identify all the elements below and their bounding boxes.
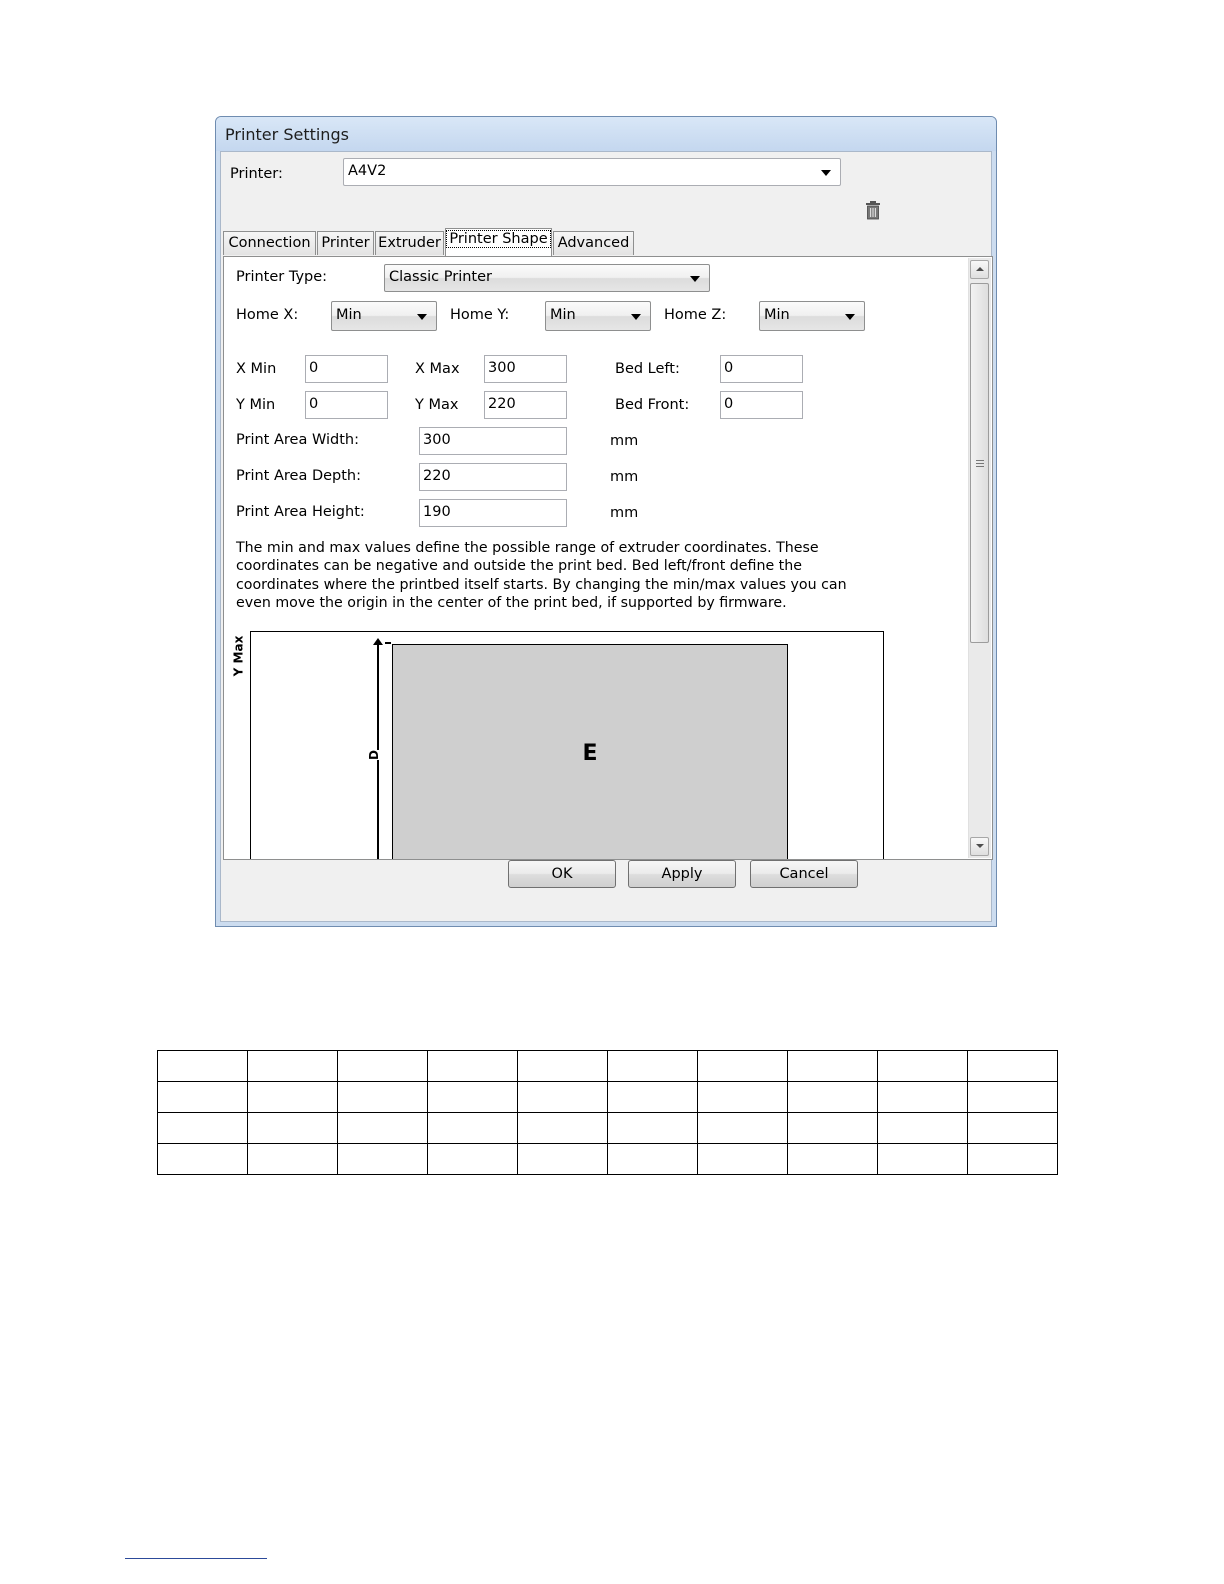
print-area-height-input[interactable] [419,499,567,527]
empty-table [157,1050,1058,1175]
table-cell [878,1113,968,1144]
table-cell [518,1051,608,1082]
table-cell [158,1051,248,1082]
print-area-width-value: 300 [423,432,451,448]
tab-printer-shape[interactable] [445,228,552,256]
home-y-value: Min [550,307,576,323]
print-area-depth-input[interactable] [419,463,567,491]
table-cell [968,1082,1058,1113]
print-area-width-input[interactable] [419,427,567,455]
width-unit-label: mm [610,433,639,449]
y-min-value: 0 [309,396,319,412]
printer-label: Printer: [230,166,283,182]
trash-icon[interactable] [864,200,882,222]
scroll-up-button[interactable] [970,260,989,279]
table-cell [608,1082,698,1113]
print-bed [392,644,788,860]
printer-shape-diagram [250,631,884,860]
tab-printer[interactable]: Printer [317,231,374,255]
y-min-label: Y Min [236,397,276,413]
printer-select-value: A4V2 [348,163,387,179]
table-cell [878,1144,968,1175]
chevron-down-icon [631,314,641,320]
table-cell [698,1144,788,1175]
table-cell [968,1144,1058,1175]
table-cell [428,1051,518,1082]
table-cell [248,1082,338,1113]
print-area-depth-label: Print Area Depth: [236,468,361,484]
arrow-up-icon [373,638,383,645]
table-row [158,1144,1058,1175]
table-cell [788,1082,878,1113]
table-cell [518,1144,608,1175]
home-z-label: Home Z: [664,307,727,323]
printer-type-label: Printer Type: [236,269,328,285]
table-cell [518,1113,608,1144]
table-cell [878,1051,968,1082]
bed-front-value: 0 [724,396,734,412]
tab-advanced[interactable]: Advanced [553,231,634,255]
print-area-height-label: Print Area Height: [236,504,365,520]
home-y-select[interactable] [545,301,651,331]
x-max-input[interactable] [484,355,567,383]
x-min-label: X Min [236,361,277,377]
table-cell [968,1113,1058,1144]
scroll-thumb[interactable] [970,283,989,643]
footnote-separator [125,1558,267,1559]
x-max-value: 300 [488,360,516,376]
table-cell [428,1113,518,1144]
chevron-down-icon [845,314,855,320]
home-y-label: Home Y: [450,307,510,323]
table-cell [698,1051,788,1082]
cancel-button[interactable]: Cancel [750,860,858,888]
grip-line [976,463,984,464]
depth-unit-label: mm [610,469,639,485]
table-cell [338,1144,428,1175]
table-cell [338,1082,428,1113]
home-z-select[interactable] [759,301,865,331]
y-min-input[interactable] [305,391,388,419]
tab-extruder[interactable]: Extruder [375,231,444,255]
diagram-ymax-label: Y Max [231,635,246,677]
table-cell [788,1144,878,1175]
y-max-label: Y Max [415,397,459,413]
table-cell [518,1082,608,1113]
print-area-height-value: 190 [423,504,451,520]
description-text: The min and max values define the possible range of extruder coordinates. These coordinates can be negative and outside the print bed. Bed left/front define the coordinates where the printbed itself starts. By changing the min/max values you can even move the origin in the center of the print bed, if supported by firmware. [236,540,847,611]
table-cell [608,1113,698,1144]
table-cell [698,1082,788,1113]
table-cell [968,1051,1058,1082]
vertical-scrollbar[interactable] [968,258,991,858]
chevron-down-icon [417,314,427,320]
apply-button[interactable]: Apply [628,860,736,888]
x-min-value: 0 [309,360,319,376]
dimension-tick [385,642,391,644]
table-cell [878,1082,968,1113]
table-cell [428,1144,518,1175]
table-cell [338,1113,428,1144]
table-cell [158,1113,248,1144]
table-row [158,1113,1058,1144]
bed-front-label: Bed Front: [615,397,690,413]
x-min-input[interactable] [305,355,388,383]
y-max-value: 220 [488,396,516,412]
ok-button[interactable]: OK [508,860,616,888]
height-unit-label: mm [610,505,639,521]
table-row [158,1082,1058,1113]
home-x-select[interactable] [331,301,437,331]
diagram-bed-label: E [582,741,598,766]
home-x-value: Min [336,307,362,323]
scroll-down-button[interactable] [970,837,989,856]
tab-connection[interactable]: Connection [223,231,316,255]
printer-type-value: Classic Printer [389,269,492,285]
printer-settings-window [215,116,997,927]
table-cell [338,1051,428,1082]
window-title: Printer Settings [225,125,349,144]
chevron-down-icon [690,276,700,282]
table-cell [428,1082,518,1113]
printer-shape-panel [223,256,993,860]
title-bar[interactable] [216,117,996,151]
tab-printer-shape-label: Printer Shape [446,230,550,248]
grip-line [976,466,984,467]
bed-left-input[interactable] [720,355,803,383]
table-cell [158,1144,248,1175]
bed-left-label: Bed Left: [615,361,680,377]
table-cell [248,1144,338,1175]
diagram-depth-label: D [363,750,385,760]
dialog-client [220,151,992,922]
table-row [158,1051,1058,1082]
table-cell [158,1082,248,1113]
home-z-value: Min [764,307,790,323]
table-cell [248,1113,338,1144]
table-cell [608,1144,698,1175]
x-max-label: X Max [415,361,460,377]
print-area-width-label: Print Area Width: [236,432,359,448]
bed-front-input[interactable] [720,391,803,419]
y-max-input[interactable] [484,391,567,419]
print-area-depth-value: 220 [423,468,451,484]
printer-type-select[interactable] [384,264,710,292]
bed-left-value: 0 [724,360,734,376]
home-x-label: Home X: [236,307,299,323]
table-cell [788,1113,878,1144]
printer-select[interactable] [343,158,841,186]
table-cell [248,1051,338,1082]
grip-line [976,460,984,461]
chevron-down-icon [821,170,831,176]
table-cell [698,1113,788,1144]
table-cell [788,1051,878,1082]
table-cell [608,1051,698,1082]
